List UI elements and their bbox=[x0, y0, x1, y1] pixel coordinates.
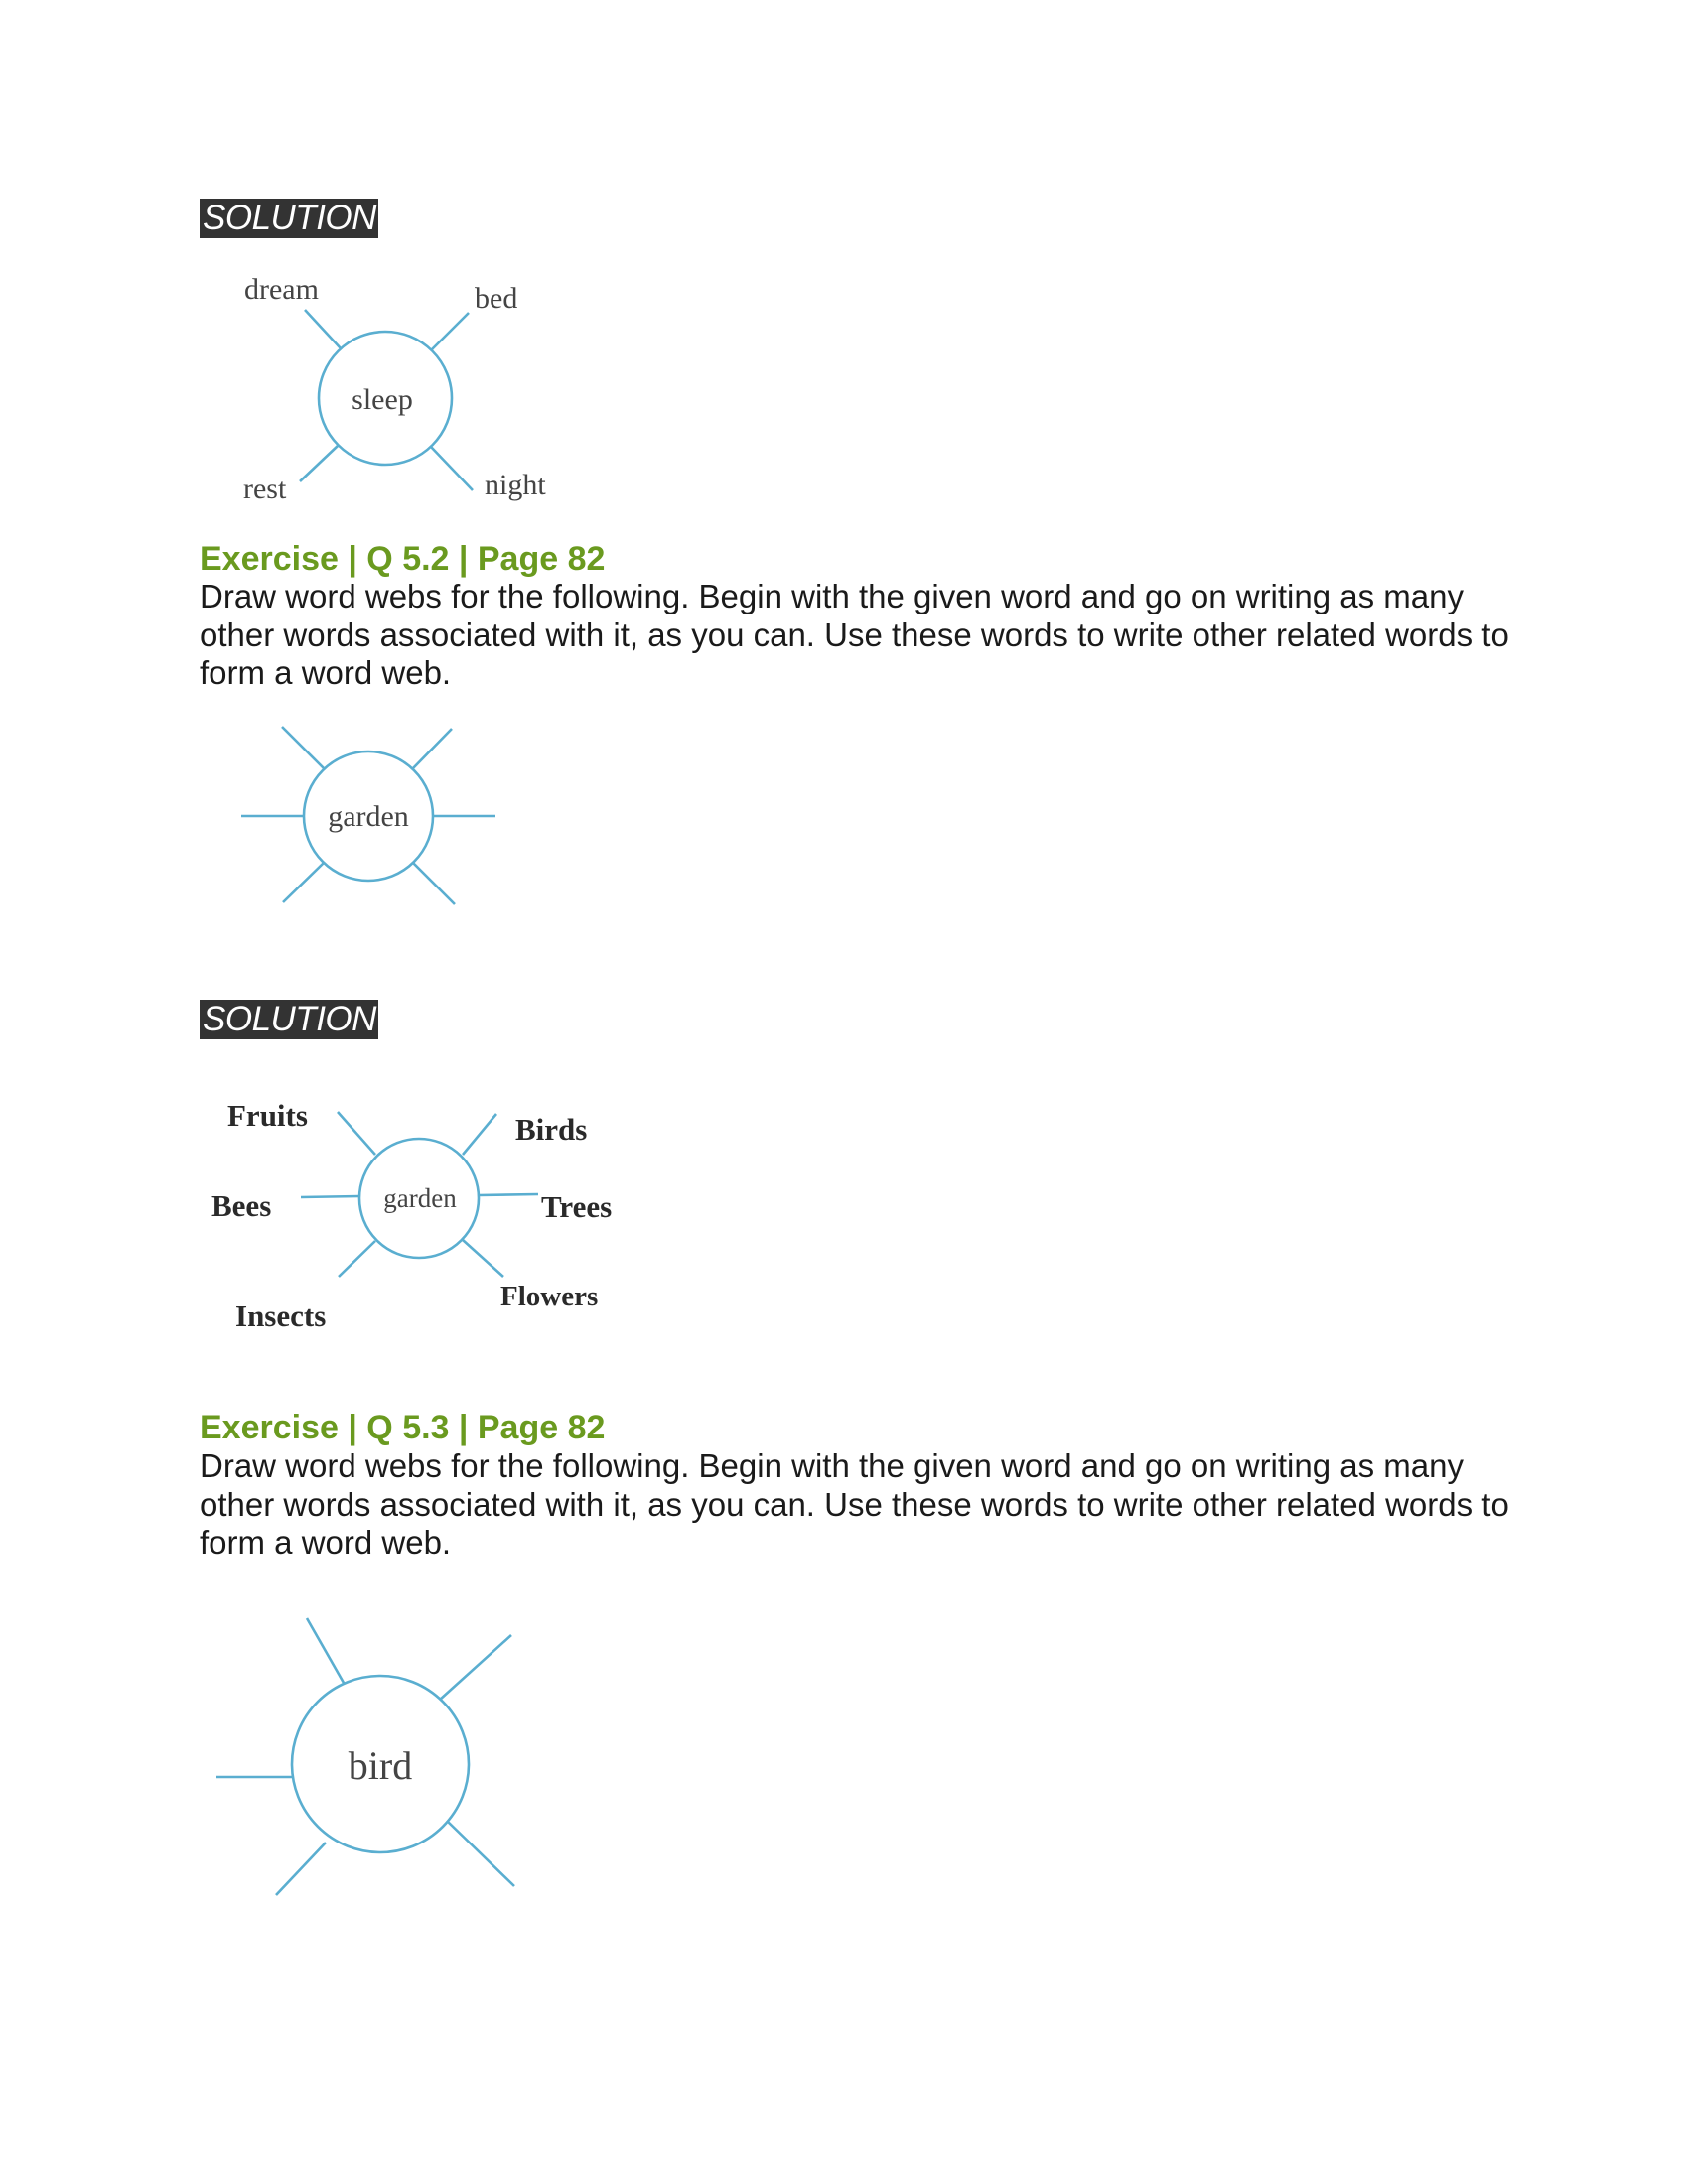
web-word: rest bbox=[243, 473, 287, 505]
web-spoke bbox=[447, 1821, 514, 1886]
web-spoke bbox=[440, 1635, 511, 1700]
web-spoke bbox=[301, 1196, 359, 1197]
web-spoke bbox=[283, 863, 324, 902]
word-web-sleep bbox=[228, 266, 586, 524]
web-spoke bbox=[282, 727, 325, 769]
web-spoke bbox=[276, 1843, 326, 1895]
web-spoke bbox=[300, 446, 338, 481]
web-word: bed bbox=[475, 282, 518, 315]
web-spoke bbox=[338, 1112, 375, 1155]
web-spoke bbox=[307, 1618, 344, 1683]
solution-badge: SOLUTION bbox=[200, 199, 378, 238]
web-word: Trees bbox=[541, 1189, 613, 1224]
web-word: night bbox=[485, 469, 546, 501]
web-spoke bbox=[431, 447, 473, 490]
web-center-word: sleep bbox=[352, 383, 413, 416]
exercise-heading: Exercise | Q 5.2 | Page 82 bbox=[200, 540, 606, 578]
question-text: Draw word webs for the following. Begin with the given word and go on writing as many other words associated with it, as you can. Use these words to write other related words to form a word web. bbox=[200, 1447, 1509, 1561]
web-word: Bees bbox=[211, 1188, 272, 1223]
web-spoke bbox=[432, 313, 469, 349]
web-spoke bbox=[339, 1241, 375, 1277]
question-text: Draw word webs for the following. Begin with the given word and go on writing as many other words associated with it, as you can. Use these words to write other related words to form a word web. bbox=[200, 578, 1509, 691]
web-spoke bbox=[479, 1194, 538, 1195]
web-word: Flowers bbox=[500, 1281, 599, 1312]
web-center-word: garden bbox=[383, 1183, 457, 1213]
web-center-word: bird bbox=[348, 1743, 413, 1788]
web-spoke bbox=[463, 1240, 503, 1277]
web-word: dream bbox=[244, 273, 319, 306]
web-spoke bbox=[463, 1114, 496, 1155]
solution-badge: SOLUTION bbox=[200, 1000, 378, 1039]
web-word: Fruits bbox=[227, 1098, 308, 1133]
web-spoke bbox=[305, 310, 341, 348]
web-center-word: garden bbox=[328, 800, 409, 833]
web-word: Insects bbox=[235, 1298, 327, 1333]
web-spoke bbox=[413, 863, 455, 904]
word-web-garden-solution bbox=[199, 1082, 635, 1350]
exercise-heading: Exercise | Q 5.3 | Page 82 bbox=[200, 1409, 606, 1446]
word-web-garden-blank bbox=[228, 715, 526, 913]
web-word: Birds bbox=[515, 1112, 588, 1147]
word-web-bird-blank bbox=[209, 1608, 526, 1906]
web-spoke bbox=[412, 729, 452, 769]
